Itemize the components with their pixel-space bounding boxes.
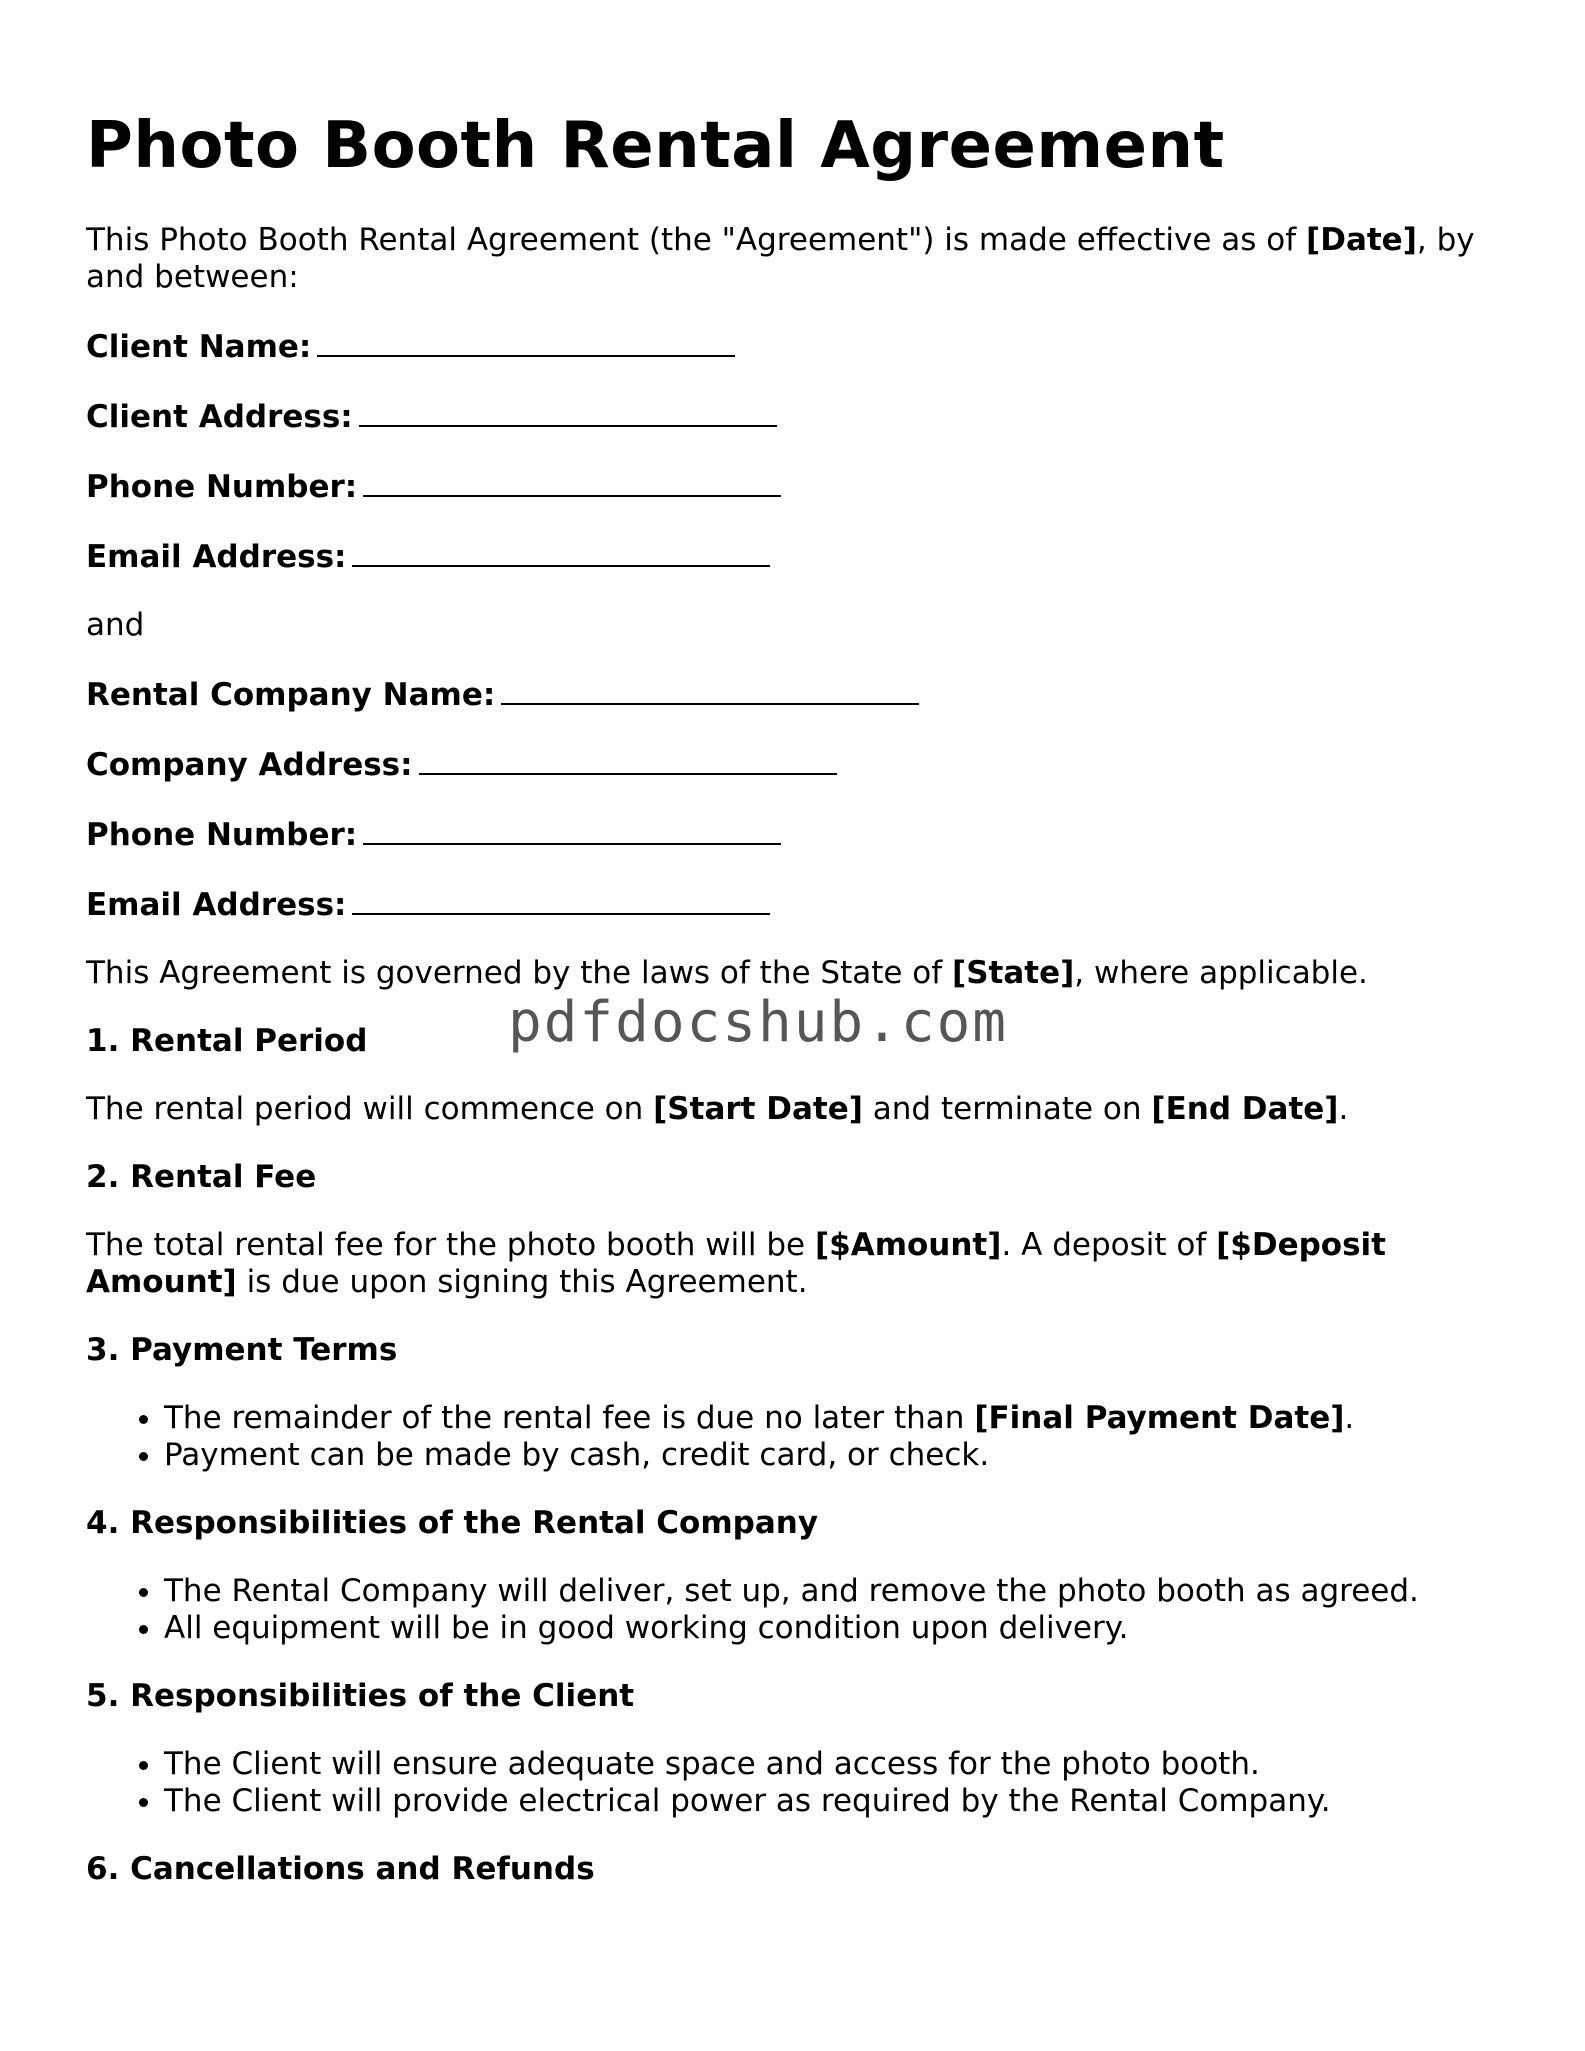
- watermark: pdfdocshub.com: [508, 990, 1009, 1055]
- rental-fee-text: The total rental fee for the photo booth will be: [86, 1227, 815, 1263]
- client-address-field: [86, 397, 1506, 436]
- list-item: [164, 1400, 1506, 1437]
- payment-term-end: .: [1344, 1400, 1355, 1436]
- client-email-blank[interactable]: [352, 537, 770, 567]
- rental-period-paragraph: [86, 1091, 1506, 1128]
- list-item: • The Client will ensure adequate space and access for the photo booth.: [164, 1746, 1506, 1783]
- governing-law-paragraph: [86, 955, 1506, 992]
- company-email-blank[interactable]: [352, 885, 770, 915]
- agreement-document: [86, 0, 1506, 1888]
- governed-text-end: , where applicable.: [1074, 955, 1368, 991]
- rental-period-text-2: and terminate on: [862, 1091, 1152, 1127]
- client-phone-blank[interactable]: [363, 467, 781, 497]
- section-heading-cancellations: 6. Cancellations and Refunds: [86, 1851, 595, 1887]
- intro-paragraph: [86, 222, 1506, 296]
- client-address-blank[interactable]: [359, 397, 777, 427]
- list-item: • The Rental Company will deliver, set up, and remove the photo booth as agreed.: [164, 1573, 1506, 1610]
- amount-placeholder: [$Amount]: [814, 1227, 1002, 1263]
- client-name-field: [86, 327, 1506, 366]
- company-phone-field: [86, 815, 1506, 854]
- company-name-field: [86, 675, 1506, 714]
- and-text: and: [86, 607, 145, 643]
- list-item: • The Client will provide electrical power as required by the Rental Company.: [164, 1783, 1506, 1820]
- rental-period-text-3: .: [1338, 1091, 1349, 1127]
- company-responsibilities-list: [86, 1573, 1506, 1647]
- client-name-label: Client Name:: [86, 329, 312, 365]
- company-address-field: [86, 745, 1506, 784]
- start-date-placeholder: [Start Date]: [653, 1091, 863, 1127]
- section-heading-rental-period: 1. Rental Period: [86, 1023, 368, 1059]
- company-phone-blank[interactable]: [363, 815, 781, 845]
- section-heading-payment-terms: 3. Payment Terms: [86, 1332, 398, 1368]
- company-email-label: Email Address:: [86, 887, 347, 923]
- effective-date-placeholder: [Date]: [1306, 222, 1417, 258]
- client-name-blank[interactable]: [317, 327, 735, 357]
- client-responsibilities-list: [86, 1746, 1506, 1820]
- section-heading-client-responsibilities: 5. Responsibilities of the Client: [86, 1678, 635, 1714]
- client-email-field: [86, 537, 1506, 576]
- company-phone-label: Phone Number:: [86, 817, 358, 853]
- company-name-label: Rental Company Name:: [86, 677, 496, 713]
- state-placeholder: [State]: [952, 955, 1075, 991]
- company-address-blank[interactable]: [419, 745, 837, 775]
- deposit-placeholder: [$Deposit Amount]: [86, 1227, 1386, 1300]
- intro-text-end: , by and between:: [86, 222, 1475, 295]
- section-heading-rental-fee: 2. Rental Fee: [86, 1159, 317, 1195]
- page-title: Photo Booth Rental Agreement: [86, 109, 1225, 183]
- company-name-blank[interactable]: [501, 675, 919, 705]
- rental-period-text: The rental period will commence on: [86, 1091, 654, 1127]
- list-item: • All equipment will be in good working condition upon delivery.: [164, 1610, 1506, 1647]
- end-date-placeholder: [End Date]: [1151, 1091, 1339, 1127]
- final-payment-date-placeholder: [Final Payment Date]: [974, 1400, 1345, 1436]
- client-phone-label: Phone Number:: [86, 469, 358, 505]
- rental-fee-text-3: is due upon signing this Agreement.: [236, 1264, 808, 1300]
- client-phone-field: [86, 467, 1506, 506]
- company-address-label: Company Address:: [86, 747, 413, 783]
- list-item: • Payment can be made by cash, credit card, or check.: [164, 1437, 1506, 1474]
- client-address-label: Client Address:: [86, 399, 353, 435]
- rental-fee-text-2: . A deposit of: [1001, 1227, 1217, 1263]
- rental-fee-paragraph: [86, 1227, 1506, 1301]
- company-email-field: [86, 885, 1506, 924]
- governed-text: This Agreement is governed by the laws of the State of: [86, 955, 953, 991]
- client-email-label: Email Address:: [86, 539, 347, 575]
- payment-term-text: The remainder of the rental fee is due no later than: [164, 1400, 975, 1436]
- payment-terms-list: [86, 1400, 1506, 1474]
- section-heading-company-responsibilities: 4. Responsibilities of the Rental Company: [86, 1505, 819, 1541]
- intro-text: This Photo Booth Rental Agreement (the "Agreement") is made effective as of: [86, 222, 1307, 258]
